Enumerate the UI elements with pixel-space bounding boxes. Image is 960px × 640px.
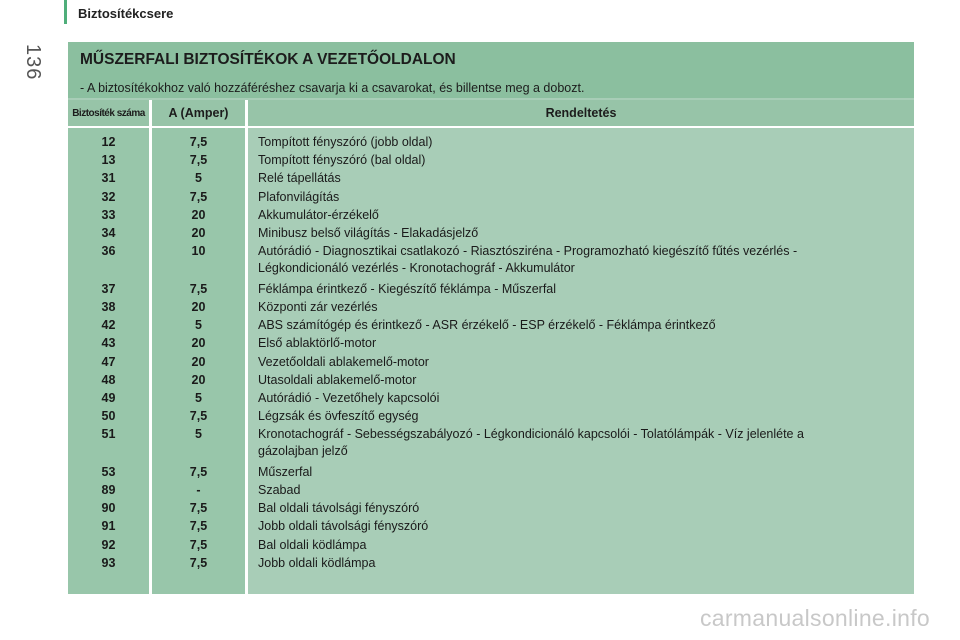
header-amper: A (Amper) bbox=[152, 100, 245, 126]
fuse-purpose-line: Szabad bbox=[258, 483, 301, 497]
fuse-number: 32 bbox=[101, 189, 116, 204]
fuse-purpose-line: Akkumulátor-érzékelő bbox=[258, 207, 379, 222]
fuse-row bbox=[68, 299, 914, 317]
fuse-row bbox=[68, 335, 914, 353]
fuse-purpose bbox=[258, 243, 898, 277]
fuse-purpose-line: Autórádió - Vezetőhely kapcsolói bbox=[258, 390, 440, 405]
fuse-row bbox=[68, 152, 914, 170]
fuse-amper: 20 bbox=[191, 299, 206, 314]
fuse-purpose-line: Autórádió - Diagnosztikai csatlakozó - Riasztósziréna - Programozható kiegészítő fűtés vezérlés - bbox=[258, 244, 798, 259]
fuse-purpose-line: Kronotachográf - Sebességszabályozó - Légkondicionáló kapcsolói - Tolatólámpák - Víz jelenléte a bbox=[258, 427, 804, 442]
fuse-purpose bbox=[258, 390, 898, 407]
fuse-amper: 7,5 bbox=[189, 189, 208, 204]
fuse-purpose bbox=[258, 152, 898, 169]
fuse-amper: 7,5 bbox=[189, 464, 208, 479]
fuse-row bbox=[68, 317, 914, 335]
fuse-amper: 5 bbox=[195, 390, 202, 405]
fuse-row bbox=[68, 372, 914, 390]
fuse-row bbox=[68, 500, 914, 518]
fuse-row bbox=[68, 464, 914, 482]
fuse-amper: 7,5 bbox=[189, 501, 208, 516]
fuse-purpose-line: Központi zár vezérlés bbox=[258, 299, 378, 314]
fuse-amper: 5 bbox=[195, 427, 202, 442]
fuse-purpose bbox=[258, 207, 898, 224]
fuse-amper: 10 bbox=[191, 244, 206, 259]
fuse-purpose-line: Minibusz belső világítás - Elakadásjelző bbox=[258, 226, 479, 240]
fuse-purpose-line: Féklámpa érintkező - Kiegészítő féklámpa - Műszerfal bbox=[258, 281, 557, 296]
fuse-purpose bbox=[258, 299, 898, 316]
fuse-purpose bbox=[258, 426, 898, 460]
fuse-purpose bbox=[258, 189, 898, 206]
fuse-row bbox=[68, 518, 914, 536]
panel-header bbox=[68, 42, 914, 98]
fuse-purpose-line: Első ablaktörlő-motor bbox=[258, 336, 377, 351]
fuse-row bbox=[68, 537, 914, 555]
fuse-purpose-line: Bal oldali távolsági fényszóró bbox=[258, 501, 420, 516]
fuse-purpose-line: Plafonvilágítás bbox=[258, 189, 340, 204]
panel-intro: - A biztosítékokhoz való hozzáféréshez csavarja ki a csavarokat, és billentse meg a dobozt. bbox=[80, 81, 585, 95]
fuse-amper: 7,5 bbox=[189, 153, 208, 168]
fuse-purpose bbox=[258, 518, 898, 535]
fuse-amper: 20 bbox=[191, 207, 206, 222]
fuse-amper: 7,5 bbox=[189, 281, 208, 296]
fuse-amper: 20 bbox=[191, 372, 206, 387]
fuse-purpose-line: Tompított fényszóró (jobb oldal) bbox=[258, 135, 433, 149]
fuse-number: 34 bbox=[101, 226, 116, 240]
fuse-purpose bbox=[258, 134, 898, 151]
header-purpose: Rendeltetés bbox=[248, 100, 914, 126]
fuse-purpose-line: Utasoldali ablakemelő-motor bbox=[258, 372, 417, 387]
fuse-row bbox=[68, 170, 914, 188]
fuse-row bbox=[68, 189, 914, 207]
fuse-purpose-line: Légzsák és övfeszítő egység bbox=[258, 409, 419, 424]
fuse-purpose bbox=[258, 354, 898, 371]
fuse-purpose-line: ABS számítógép és érintkező - ASR érzékelő - ESP érzékelő - Féklámpa érintkező bbox=[258, 318, 716, 333]
fuse-number: 53 bbox=[101, 464, 116, 479]
fuse-number: 38 bbox=[101, 299, 116, 314]
fuse-row bbox=[68, 243, 914, 281]
fuse-number: 36 bbox=[101, 244, 116, 259]
fuse-row bbox=[68, 390, 914, 408]
fuse-row bbox=[68, 555, 914, 573]
fuse-number: 50 bbox=[101, 409, 116, 424]
fuse-number: 33 bbox=[101, 207, 116, 222]
fuse-purpose-line: Relé tápellátás bbox=[258, 171, 341, 186]
fuse-amper: 7,5 bbox=[189, 135, 208, 149]
fuse-number: 93 bbox=[101, 555, 116, 570]
fuse-amper: 5 bbox=[195, 171, 202, 186]
fuse-panel bbox=[68, 42, 914, 594]
fuse-purpose-line: Légkondicionáló vezérlés - Kronotachográf - Akkumulátor bbox=[258, 261, 575, 276]
fuse-row bbox=[68, 354, 914, 372]
fuse-purpose bbox=[258, 555, 898, 572]
fuse-number: 92 bbox=[101, 537, 116, 552]
fuse-number: 31 bbox=[101, 171, 116, 186]
fuse-number: 37 bbox=[101, 281, 116, 296]
watermark: carmanualsonline.info bbox=[699, 605, 930, 631]
fuse-number: 13 bbox=[101, 153, 116, 168]
fuse-purpose-line: Jobb oldali ködlámpa bbox=[258, 555, 376, 570]
fuse-purpose bbox=[258, 482, 898, 499]
fuse-number: 51 bbox=[101, 427, 116, 442]
fuse-amper: 20 bbox=[191, 226, 206, 240]
fuse-purpose bbox=[258, 225, 898, 242]
fuse-number: 42 bbox=[101, 318, 116, 333]
fuse-purpose bbox=[258, 335, 898, 352]
panel-title: MŰSZERFALI BIZTOSÍTÉKOK A VEZETŐOLDALON bbox=[80, 51, 456, 68]
fuse-number: 12 bbox=[101, 135, 116, 149]
fuse-row bbox=[68, 225, 914, 243]
page-number: 136 bbox=[22, 44, 44, 81]
fuse-purpose bbox=[258, 170, 898, 187]
fuse-purpose-line: Bal oldali ködlámpa bbox=[258, 537, 367, 552]
fuse-purpose bbox=[258, 464, 898, 481]
fuse-amper: 5 bbox=[195, 318, 202, 333]
fuse-purpose-line: Jobb oldali távolsági fényszóró bbox=[258, 519, 429, 534]
fuse-purpose-line: Tompított fényszóró (bal oldal) bbox=[258, 153, 426, 168]
fuse-amper: 7,5 bbox=[189, 519, 208, 534]
fuse-row bbox=[68, 207, 914, 225]
fuse-amper: - bbox=[196, 483, 201, 497]
fuse-purpose-line: gázolajban jelző bbox=[258, 444, 348, 459]
fuse-purpose bbox=[258, 500, 898, 517]
fuse-purpose-line: Vezetőoldali ablakemelő-motor bbox=[258, 354, 429, 369]
fuse-row bbox=[68, 134, 914, 152]
fuse-purpose bbox=[258, 408, 898, 425]
fuse-number: 90 bbox=[101, 501, 116, 516]
fuse-row bbox=[68, 281, 914, 299]
fuse-number: 48 bbox=[101, 372, 116, 387]
fuse-amper: 7,5 bbox=[189, 537, 208, 552]
fuse-number: 89 bbox=[101, 483, 116, 497]
fuse-purpose bbox=[258, 281, 898, 298]
fuse-amper: 7,5 bbox=[189, 409, 208, 424]
fuse-amper: 20 bbox=[191, 336, 206, 351]
fuse-purpose-line: Műszerfal bbox=[258, 464, 313, 479]
fuse-amper: 20 bbox=[191, 354, 206, 369]
section-accent-bar bbox=[64, 0, 67, 24]
header-divider bbox=[68, 126, 914, 128]
fuse-purpose bbox=[258, 537, 898, 554]
fuse-number: 49 bbox=[101, 390, 116, 405]
section-title: Biztosítékcsere bbox=[78, 6, 174, 21]
fuse-row bbox=[68, 408, 914, 426]
fuse-row bbox=[68, 426, 914, 464]
fuse-row bbox=[68, 482, 914, 500]
fuse-purpose bbox=[258, 317, 898, 334]
fuse-amper: 7,5 bbox=[189, 555, 208, 570]
fuse-number: 47 bbox=[101, 354, 116, 369]
header-fuse-number: Biztosíték száma bbox=[68, 100, 149, 126]
fuse-purpose bbox=[258, 372, 898, 389]
fuse-number: 43 bbox=[101, 336, 116, 351]
fuse-number: 91 bbox=[101, 519, 116, 534]
